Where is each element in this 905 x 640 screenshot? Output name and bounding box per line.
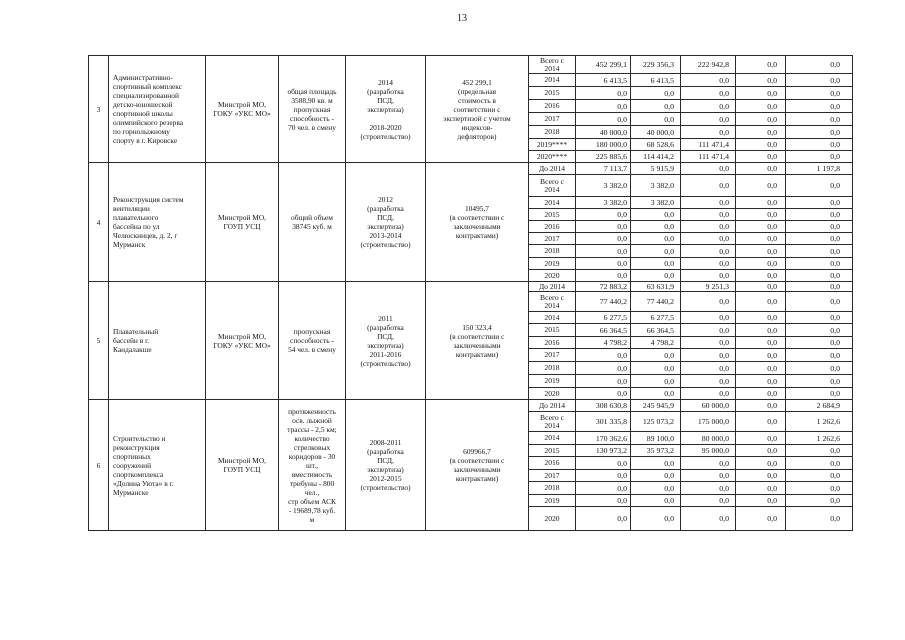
amount-cell: 0,0 xyxy=(786,349,853,362)
amount-cell: 111 471,4 xyxy=(681,139,736,151)
amount-cell: 0,0 xyxy=(681,337,736,349)
amount-cell: 0,0 xyxy=(681,324,736,337)
amount-cell: 0,0 xyxy=(631,482,681,495)
customer: Минстрой МО, ГОКУ «УКС МО» xyxy=(206,56,279,163)
amount-cell: 5 915,9 xyxy=(631,163,681,175)
amount-cell: 0,0 xyxy=(681,113,736,126)
capacity: пропускная способность - 54 чел. в смену xyxy=(279,282,346,400)
amount-cell: 4 798,2 xyxy=(576,337,631,349)
amount-cell: 308 630,8 xyxy=(576,400,631,412)
table-row xyxy=(89,163,853,175)
amount-cell: 0,0 xyxy=(736,324,786,337)
amount-cell: 0,0 xyxy=(631,457,681,470)
amount-cell: 0,0 xyxy=(786,445,853,457)
amount-cell: 0,0 xyxy=(576,113,631,126)
amount-cell: 95 000,0 xyxy=(681,445,736,457)
amount-cell: 66 364,5 xyxy=(631,324,681,337)
amount-cell: 0,0 xyxy=(736,87,786,100)
amount-cell: 1 262,6 xyxy=(786,432,853,445)
amount-cell: 0,0 xyxy=(736,445,786,457)
amount-cell: 0,0 xyxy=(631,349,681,362)
amount-cell: 0,0 xyxy=(786,151,853,163)
amount-cell: 0,0 xyxy=(786,457,853,470)
amount-cell: 0,0 xyxy=(576,388,631,400)
amount-cell: 77 440,2 xyxy=(576,292,631,312)
period-label: 2020 xyxy=(529,270,576,282)
amount-cell: 0,0 xyxy=(736,400,786,412)
amount-cell: 114 414,2 xyxy=(631,151,681,163)
amount-cell: 0,0 xyxy=(786,375,853,388)
capacity: общий объем 38745 куб. м xyxy=(279,163,346,282)
customer: Минстрой МО, ГОУП УСЦ xyxy=(206,400,279,531)
amount-cell: 0,0 xyxy=(786,74,853,87)
amount-cell: 0,0 xyxy=(681,457,736,470)
amount-cell: 0,0 xyxy=(736,292,786,312)
amount-cell: 0,0 xyxy=(576,258,631,270)
amount-cell: 0,0 xyxy=(786,113,853,126)
amount-cell: 0,0 xyxy=(681,233,736,245)
amount-cell: 0,0 xyxy=(631,270,681,282)
amount-cell: 0,0 xyxy=(576,482,631,495)
period-label: 2015 xyxy=(529,209,576,221)
amount-cell: 0,0 xyxy=(736,432,786,445)
period-label: 2019 xyxy=(529,375,576,388)
amount-cell: 0,0 xyxy=(681,375,736,388)
period-label: 2015 xyxy=(529,445,576,457)
amount-cell: 0,0 xyxy=(576,470,631,482)
period-label: 2014 xyxy=(529,197,576,209)
period-label: До 2014 xyxy=(529,282,576,292)
table-row xyxy=(89,282,853,292)
amount-cell: 0,0 xyxy=(576,87,631,100)
cost-estimate: 150 323,4 (в соответствии с заключенными контрактами) xyxy=(426,282,529,400)
amount-cell: 180 000,0 xyxy=(576,139,631,151)
amount-cell: 0,0 xyxy=(736,139,786,151)
amount-cell: 0,0 xyxy=(786,100,853,113)
amount-cell: 0,0 xyxy=(576,221,631,233)
amount-cell: 0,0 xyxy=(786,233,853,245)
period-label: Всего с 2014 xyxy=(529,175,576,197)
period-label: Всего с 2014 xyxy=(529,292,576,312)
amount-cell: 0,0 xyxy=(786,139,853,151)
period-label: 2015 xyxy=(529,87,576,100)
amount-cell: 0,0 xyxy=(681,100,736,113)
amount-cell: 1 262,6 xyxy=(786,412,853,432)
amount-cell: 0,0 xyxy=(576,507,631,531)
period-label: 2017 xyxy=(529,113,576,126)
amount-cell: 0,0 xyxy=(786,282,853,292)
amount-cell: 0,0 xyxy=(736,175,786,197)
amount-cell: 130 973,2 xyxy=(576,445,631,457)
period-label: До 2014 xyxy=(529,163,576,175)
amount-cell: 0,0 xyxy=(631,495,681,507)
amount-cell: 6 413,5 xyxy=(576,74,631,87)
period-label: 2019**** xyxy=(529,139,576,151)
amount-cell: 3 382,0 xyxy=(576,175,631,197)
period-label: 2017 xyxy=(529,233,576,245)
amount-cell: 125 073,2 xyxy=(631,412,681,432)
amount-cell: 63 631,9 xyxy=(631,282,681,292)
period-label: 2014 xyxy=(529,74,576,87)
amount-cell: 0,0 xyxy=(786,312,853,324)
amount-cell: 245 945,9 xyxy=(631,400,681,412)
table-body xyxy=(89,56,853,531)
amount-cell: 0,0 xyxy=(736,349,786,362)
amount-cell: 6 413,5 xyxy=(631,74,681,87)
amount-cell: 0,0 xyxy=(576,349,631,362)
customer: Минстрой МО, ГОКУ «УКС МО» xyxy=(206,282,279,400)
amount-cell: 0,0 xyxy=(736,507,786,531)
amount-cell: 0,0 xyxy=(576,375,631,388)
cost-estimate: 10495,7 (в соответствии с заключенными контрактами) xyxy=(426,163,529,282)
amount-cell: 40 000,0 xyxy=(576,126,631,139)
period-label: 2018 xyxy=(529,362,576,375)
amount-cell: 0,0 xyxy=(631,233,681,245)
amount-cell: 0,0 xyxy=(736,375,786,388)
amount-cell: 0,0 xyxy=(576,270,631,282)
amount-cell: 0,0 xyxy=(631,113,681,126)
amount-cell: 0,0 xyxy=(736,100,786,113)
amount-cell: 0,0 xyxy=(736,362,786,375)
amount-cell: 1 197,8 xyxy=(786,163,853,175)
amount-cell: 0,0 xyxy=(681,507,736,531)
amount-cell: 7 113,7 xyxy=(576,163,631,175)
amount-cell: 0,0 xyxy=(786,292,853,312)
cost-estimate: 609966,7 (в соответствии с заключенными контрактами) xyxy=(426,400,529,531)
amount-cell: 0,0 xyxy=(681,482,736,495)
amount-cell: 0,0 xyxy=(681,175,736,197)
amount-cell: 0,0 xyxy=(681,197,736,209)
amount-cell: 0,0 xyxy=(631,100,681,113)
amount-cell: 0,0 xyxy=(736,163,786,175)
amount-cell: 0,0 xyxy=(786,388,853,400)
implementation-terms: 2014 (разработка ПСД, экспертиза) 2018-2020 (строительство) xyxy=(346,56,426,163)
amount-cell: 0,0 xyxy=(786,270,853,282)
period-label: 2019 xyxy=(529,258,576,270)
amount-cell: 111 471,4 xyxy=(681,151,736,163)
object-name: Административно- спортивный комплекс специализированной детско-юношеской спортивной школы олимпийского резерва по горнолыжному спорту в г. Кировске xyxy=(109,56,206,163)
amount-cell: 0,0 xyxy=(736,337,786,349)
object-name: Плавательный бассейн в г. Кандалакше xyxy=(109,282,206,400)
customer: Минстрой МО, ГОУП УСЦ xyxy=(206,163,279,282)
object-number: 5 xyxy=(89,282,109,400)
amount-cell: 0,0 xyxy=(681,258,736,270)
amount-cell: 77 440,2 xyxy=(631,292,681,312)
cost-estimate: 452 299,1 (предельная стоимость в соответствии с экспертизой с учетом индексов- дефляторов) xyxy=(426,56,529,163)
amount-cell: 0,0 xyxy=(736,74,786,87)
amount-cell: 9 251,3 xyxy=(681,282,736,292)
table-row xyxy=(89,56,853,74)
period-label: 2018 xyxy=(529,482,576,495)
amount-cell: 0,0 xyxy=(736,312,786,324)
amount-cell: 0,0 xyxy=(786,126,853,139)
amount-cell: 0,0 xyxy=(631,87,681,100)
amount-cell: 0,0 xyxy=(736,113,786,126)
amount-cell: 0,0 xyxy=(736,457,786,470)
amount-cell: 0,0 xyxy=(786,56,853,74)
amount-cell: 3 382,0 xyxy=(631,175,681,197)
period-label: 2018 xyxy=(529,126,576,139)
period-label: 2014 xyxy=(529,312,576,324)
period-label: 2019 xyxy=(529,495,576,507)
object-name: Строительство и реконструкция спортивных сооружений спорткомплекса «Долина Уюта» в г. Мурманске xyxy=(109,400,206,531)
period-label: 2016 xyxy=(529,457,576,470)
amount-cell: 0,0 xyxy=(681,362,736,375)
amount-cell: 6 277,5 xyxy=(576,312,631,324)
period-label: 2017 xyxy=(529,349,576,362)
amount-cell: 89 100,0 xyxy=(631,432,681,445)
amount-cell: 0,0 xyxy=(736,245,786,258)
table-row xyxy=(89,400,853,412)
object-name: Реконструкция систем вентиляции плавательного бассейна по ул Челюскинцев, д. 2, г Мурманск xyxy=(109,163,206,282)
amount-cell: 60 000,0 xyxy=(681,400,736,412)
amount-cell: 0,0 xyxy=(736,388,786,400)
capacity: протяженность осв. лыжной трассы - 2,5 км; количество стрелковых коридоров - 30 шт., вместимость трибуны - 800 чел., стр объем АСК - 19689,78 куб. м xyxy=(279,400,346,531)
amount-cell: 0,0 xyxy=(631,258,681,270)
amount-cell: 0,0 xyxy=(681,292,736,312)
amount-cell: 0,0 xyxy=(786,221,853,233)
amount-cell: 0,0 xyxy=(786,175,853,197)
amount-cell: 0,0 xyxy=(631,221,681,233)
amount-cell: 0,0 xyxy=(786,324,853,337)
amount-cell: 0,0 xyxy=(736,233,786,245)
amount-cell: 0,0 xyxy=(631,209,681,221)
amount-cell: 0,0 xyxy=(786,197,853,209)
amount-cell: 0,0 xyxy=(576,245,631,258)
amount-cell: 0,0 xyxy=(736,197,786,209)
period-label: До 2014 xyxy=(529,400,576,412)
amount-cell: 0,0 xyxy=(631,470,681,482)
amount-cell: 301 335,8 xyxy=(576,412,631,432)
amount-cell: 175 000,0 xyxy=(681,412,736,432)
implementation-terms: 2008-2011 (разработка ПСД, экспертиза) 2012-2015 (строительство) xyxy=(346,400,426,531)
amount-cell: 0,0 xyxy=(576,495,631,507)
amount-cell: 0,0 xyxy=(736,151,786,163)
amount-cell: 0,0 xyxy=(786,362,853,375)
period-label: 2016 xyxy=(529,337,576,349)
amount-cell: 0,0 xyxy=(576,457,631,470)
amount-cell: 0,0 xyxy=(631,507,681,531)
amount-cell: 0,0 xyxy=(736,270,786,282)
object-number: 4 xyxy=(89,163,109,282)
amount-cell: 0,0 xyxy=(681,388,736,400)
amount-cell: 35 973,2 xyxy=(631,445,681,457)
amount-cell: 229 356,3 xyxy=(631,56,681,74)
amount-cell: 0,0 xyxy=(631,245,681,258)
amount-cell: 0,0 xyxy=(786,507,853,531)
amount-cell: 0,0 xyxy=(736,56,786,74)
amount-cell: 66 364,5 xyxy=(576,324,631,337)
amount-cell: 4 798,2 xyxy=(631,337,681,349)
amount-cell: 0,0 xyxy=(736,495,786,507)
amount-cell: 72 883,2 xyxy=(576,282,631,292)
amount-cell: 0,0 xyxy=(681,87,736,100)
period-label: 2015 xyxy=(529,324,576,337)
amount-cell: 40 000,0 xyxy=(631,126,681,139)
amount-cell: 0,0 xyxy=(736,482,786,495)
period-label: Всего с 2014 xyxy=(529,56,576,74)
page-number: 13 xyxy=(457,13,467,24)
amount-cell: 0,0 xyxy=(786,258,853,270)
amount-cell: 0,0 xyxy=(576,100,631,113)
amount-cell: 0,0 xyxy=(681,470,736,482)
amount-cell: 0,0 xyxy=(736,221,786,233)
amount-cell: 0,0 xyxy=(681,349,736,362)
amount-cell: 6 277,5 xyxy=(631,312,681,324)
period-label: 2020 xyxy=(529,388,576,400)
funding-table xyxy=(88,55,853,531)
amount-cell: 0,0 xyxy=(736,126,786,139)
amount-cell: 0,0 xyxy=(681,312,736,324)
period-label: 2016 xyxy=(529,221,576,233)
amount-cell: 0,0 xyxy=(681,163,736,175)
amount-cell: 0,0 xyxy=(736,412,786,432)
amount-cell: 452 299,1 xyxy=(576,56,631,74)
period-label: Всего с 2014 xyxy=(529,412,576,432)
amount-cell: 3 382,0 xyxy=(576,197,631,209)
amount-cell: 170 362,6 xyxy=(576,432,631,445)
amount-cell: 0,0 xyxy=(786,87,853,100)
period-label: 2020**** xyxy=(529,151,576,163)
amount-cell: 0,0 xyxy=(681,209,736,221)
amount-cell: 80 000,0 xyxy=(681,432,736,445)
amount-cell: 0,0 xyxy=(681,126,736,139)
object-number: 6 xyxy=(89,400,109,531)
amount-cell: 0,0 xyxy=(736,470,786,482)
amount-cell: 0,0 xyxy=(576,362,631,375)
amount-cell: 0,0 xyxy=(681,74,736,87)
period-label: 2016 xyxy=(529,100,576,113)
amount-cell: 222 942,8 xyxy=(681,56,736,74)
object-number: 3 xyxy=(89,56,109,163)
amount-cell: 0,0 xyxy=(736,258,786,270)
amount-cell: 0,0 xyxy=(786,337,853,349)
amount-cell: 0,0 xyxy=(681,221,736,233)
amount-cell: 3 382,0 xyxy=(631,197,681,209)
amount-cell: 0,0 xyxy=(786,245,853,258)
period-label: 2018 xyxy=(529,245,576,258)
amount-cell: 0,0 xyxy=(681,495,736,507)
period-label: 2014 xyxy=(529,432,576,445)
implementation-terms: 2011 (разработка ПСД, экспертиза) 2011-2016 (строительство) xyxy=(346,282,426,400)
period-label: 2020 xyxy=(529,507,576,531)
amount-cell: 0,0 xyxy=(786,209,853,221)
amount-cell: 0,0 xyxy=(631,388,681,400)
amount-cell: 0,0 xyxy=(631,362,681,375)
period-label: 2017 xyxy=(529,470,576,482)
amount-cell: 0,0 xyxy=(576,209,631,221)
amount-cell: 0,0 xyxy=(681,245,736,258)
capacity: общая площадь 3588,90 кв. м пропускная способность - 70 чел. в смену xyxy=(279,56,346,163)
amount-cell: 0,0 xyxy=(786,482,853,495)
amount-cell: 0,0 xyxy=(631,375,681,388)
amount-cell: 0,0 xyxy=(576,233,631,245)
amount-cell: 0,0 xyxy=(786,495,853,507)
amount-cell: 0,0 xyxy=(736,209,786,221)
amount-cell: 0,0 xyxy=(681,270,736,282)
amount-cell: 0,0 xyxy=(786,470,853,482)
amount-cell: 68 528,6 xyxy=(631,139,681,151)
amount-cell: 2 684,9 xyxy=(786,400,853,412)
amount-cell: 225 885,6 xyxy=(576,151,631,163)
implementation-terms: 2012 (разработка ПСД, экспертиза) 2013-2014 (строительство) xyxy=(346,163,426,282)
amount-cell: 0,0 xyxy=(736,282,786,292)
